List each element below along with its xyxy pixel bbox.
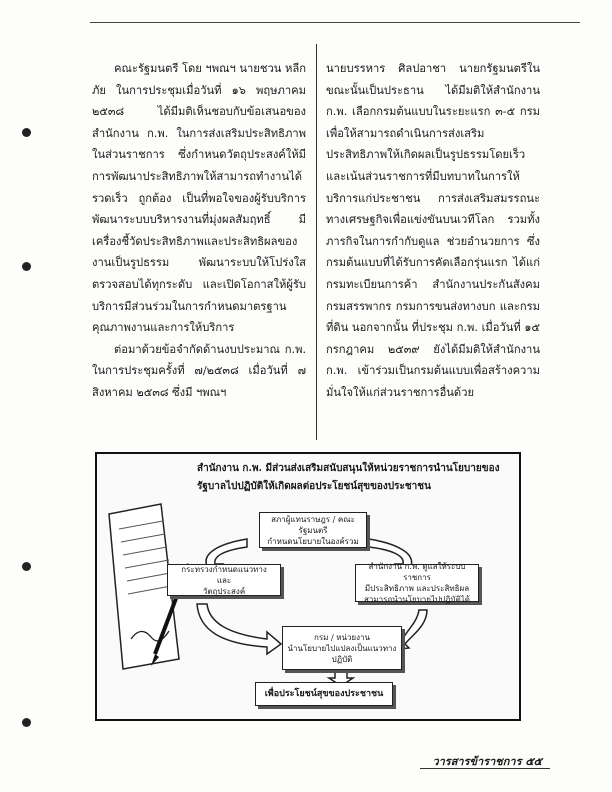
box-line: มีประสิทธิภาพ และประสิทธิผล <box>364 584 470 593</box>
policy-flow-figure <box>95 452 521 721</box>
left-column <box>92 58 306 404</box>
box-line: วัตถุประสงค์ <box>202 586 246 596</box>
box-department <box>282 626 402 670</box>
box-line: กระทรวงกำหนดแนวทาง <box>181 564 267 574</box>
box-ministry <box>167 564 281 596</box>
paragraph: นายบรรหาร ศิลปอาชา นายกรัฐมนตรีในขณะนั้นเป็นประธาน ได้มีมติให้สำนักงาน ก.พ. เลือกกรมต้นแบบในระยะแรก ๓-๕ กรม เพื่อให้สามารถดำเนินการส่งเสริมประสิทธิภาพให้เกิดผลเป็นรูปธรรมโดยเร็ว และเน้นส่วนราชการที่มีบทบาทในการให้บริการแก่ประชาชน การส่งเสริมสมรรถนะทางเศรษฐกิจเพื่อแข่งขันบนเวทีโลก รวมทั้งภารกิจในการกำกับดูแล ช่วยอำนวยการ ซึ่งกรมต้นแบบที่ได้รับการคัดเลือกรุ่นแรก ได้แก่ กรมทะเบียนการค้า สำนักงานประกันสังคม กรมสรรพากร กรมการขนส่งทางบก และกรมที่ดิน นอกจากนั้น ที่ประชุม ก.พ. เมื่อวันที่ ๑๕ กรกฎาคม ๒๕๓๙ ยังได้มีมติให้สำนักงาน ก.พ. เข้าร่วมเป็นกรมต้นแบบเพื่อสร้างความมั่นใจให้แก่ส่วนราชการอื่นด้วย <box>326 62 540 399</box>
column-divider <box>316 44 317 440</box>
box-line: สภาผู้แทนราษฎร / คณะรัฐมนตรี <box>271 514 355 535</box>
box-line: กำหนดนโยบายในองค์รวม <box>267 536 359 546</box>
box-line: เพื่อประโยชน์สุขของประชาชน <box>264 688 384 699</box>
paragraph: ต่อมาด้วยข้อจำกัดด้านงบประมาณ ก.พ. ในการประชุมครั้งที่ ๗/๒๕๓๘ เมื่อวันที่ ๗ สิงหาคม ๒๕๓๘ ซึ่งมี ฯพณฯ <box>92 342 306 399</box>
paragraph: คณะรัฐมนตรี โดย ฯพณฯ นายชวน หลีกภัย ในการประชุมเมื่อวันที่ ๑๖ พฤษภาคม ๒๕๓๘ ได้มีมติเห็นชอบกับข้อเสนอของสำนักงาน ก.พ. ในการส่งเสริมประสิทธิภาพในส่วนราชการ ซึ่งกำหนดวัตถุประสงค์ให้มีการพัฒนาประสิทธิภาพให้สามารถทำงานได้รวดเร็ว ถูกต้อง เป็นที่พอใจของผู้รับบริการ พัฒนาระบบบริหารงานที่มุ่งผลสัมฤทธิ์ มีเครื่องชี้วัดประสิทธิภาพและประสิทธิผลของงานเป็นรูปธรรม พัฒนาระบบให้โปร่งใส ตรวจสอบได้ทุกระดับ และเปิดโอกาสให้ผู้รับบริการมีส่วนร่วมในการกำหนดมาตรฐานคุณภาพงานและการให้บริการ <box>92 62 306 335</box>
box-line: สำนักงาน ก.พ. ดูแลให้ระบบราชการ <box>368 562 466 582</box>
punch-hole-icon <box>22 262 31 271</box>
box-line: สามารถนำนโยบายไปปฏิบัติได้ <box>364 595 470 604</box>
right-column <box>326 58 540 404</box>
box-line: ปฏิบัติ <box>331 654 353 664</box>
box-parliament-cabinet <box>259 512 367 548</box>
box-line: นำนโยบายไปแปลงเป็นแนวทาง <box>287 643 397 653</box>
header-rule <box>90 22 580 23</box>
figure-title: สำนักงาน ก.พ. มีส่วนส่งเสริมสนับสนุนให้หน่วยราชการนำนโยบายของรัฐบาลไปปฏิบัติให้เกิดผลต่อประโยชน์สุขของประชาชน <box>197 463 500 492</box>
box-public-benefit <box>255 682 393 706</box>
page-footer: วารสารข้าราชการ ๕๕ <box>432 755 542 768</box>
box-line: กรม / หน่วยงาน <box>314 632 370 642</box>
punch-hole-icon <box>22 562 31 571</box>
punch-hole-icon <box>22 128 31 137</box>
box-ocsc <box>355 564 479 602</box>
box-line: และ <box>216 575 232 585</box>
footer-rule <box>420 768 550 769</box>
punch-hole-icon <box>22 718 31 727</box>
